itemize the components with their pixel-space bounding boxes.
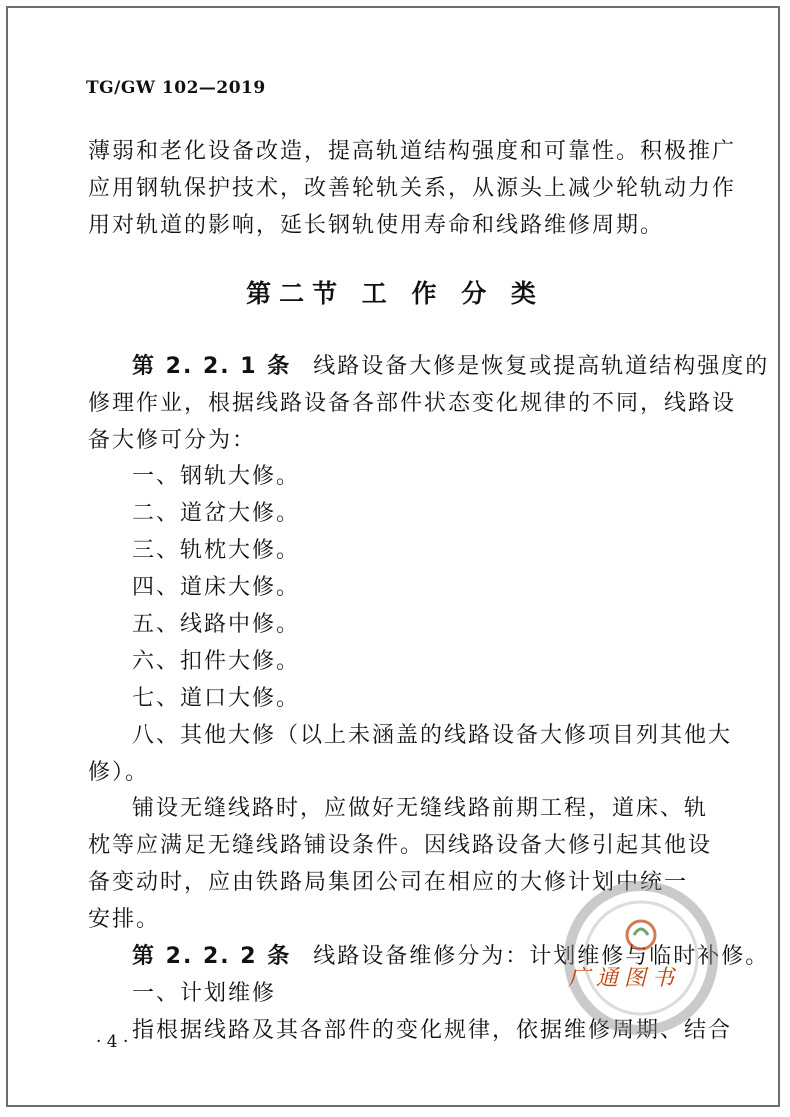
text-line: 安排。 bbox=[88, 907, 161, 932]
text-line: 线路设备大修是恢复或提高轨道结构强度的 bbox=[313, 354, 770, 379]
text-line: 修理作业，根据线路设备各部件状态变化规律的不同，线路设 bbox=[88, 391, 737, 416]
text-line: 用对轨道的影响，延长钢轨使用寿命和线路维修周期。 bbox=[88, 213, 665, 238]
text-line: 应用钢轨保护技术，改善轮轨关系，从源头上减少轮轨动力作 bbox=[88, 176, 737, 201]
publisher-seal-watermark bbox=[556, 873, 726, 1043]
text-line: 铺设无缝线路时，应做好无缝线路前期工程，道床、轨 bbox=[132, 796, 709, 821]
document-page bbox=[6, 6, 780, 1107]
text-line: 备变动时，应由铁路局集团公司在相应的大修计划中统一 bbox=[88, 870, 689, 895]
list-item: 七、道口大修。 bbox=[132, 686, 301, 711]
article-label: 第 2. 2. 2 条 bbox=[132, 944, 292, 969]
list-item: 六、扣件大修。 bbox=[132, 649, 301, 674]
subheading: 一、计划维修 bbox=[132, 981, 277, 1006]
list-item: 二、道岔大修。 bbox=[132, 501, 301, 526]
list-item: 三、轨枕大修。 bbox=[132, 538, 301, 563]
text-line: 薄弱和老化设备改造，提高轨道结构强度和可靠性。积极推广 bbox=[88, 139, 737, 164]
list-item: 修）。 bbox=[88, 760, 150, 785]
list-item: 八、其他大修（以上未涵盖的线路设备大修项目列其他大 bbox=[132, 723, 733, 748]
paragraph-1 bbox=[88, 133, 737, 244]
seal-text: 广通图书 bbox=[568, 966, 681, 991]
page-number: · 4 · bbox=[96, 1032, 129, 1052]
document-code-header: TG/GW 102—2019 bbox=[86, 78, 266, 98]
list-item: 一、钢轨大修。 bbox=[132, 464, 301, 489]
item-list bbox=[88, 458, 733, 791]
text-line: 备大修可分为： bbox=[88, 428, 257, 453]
seal-ring-icon bbox=[556, 873, 726, 1043]
section-title: 第二节 工 作 分 类 bbox=[246, 279, 544, 308]
article-label: 第 2. 2. 1 条 bbox=[132, 354, 292, 379]
text-line: 指根据线路及其各部件的变化规律，依据维修周期、结合 bbox=[132, 1018, 733, 1043]
text-line: 枕等应满足无缝线路铺设条件。因线路设备大修引起其他设 bbox=[88, 833, 713, 858]
list-item: 五、线路中修。 bbox=[132, 612, 301, 637]
list-item: 四、道床大修。 bbox=[132, 575, 301, 600]
text-line: 线路设备维修分为：计划维修与临时补修。 bbox=[313, 944, 770, 969]
article-2-2-1 bbox=[88, 348, 770, 459]
